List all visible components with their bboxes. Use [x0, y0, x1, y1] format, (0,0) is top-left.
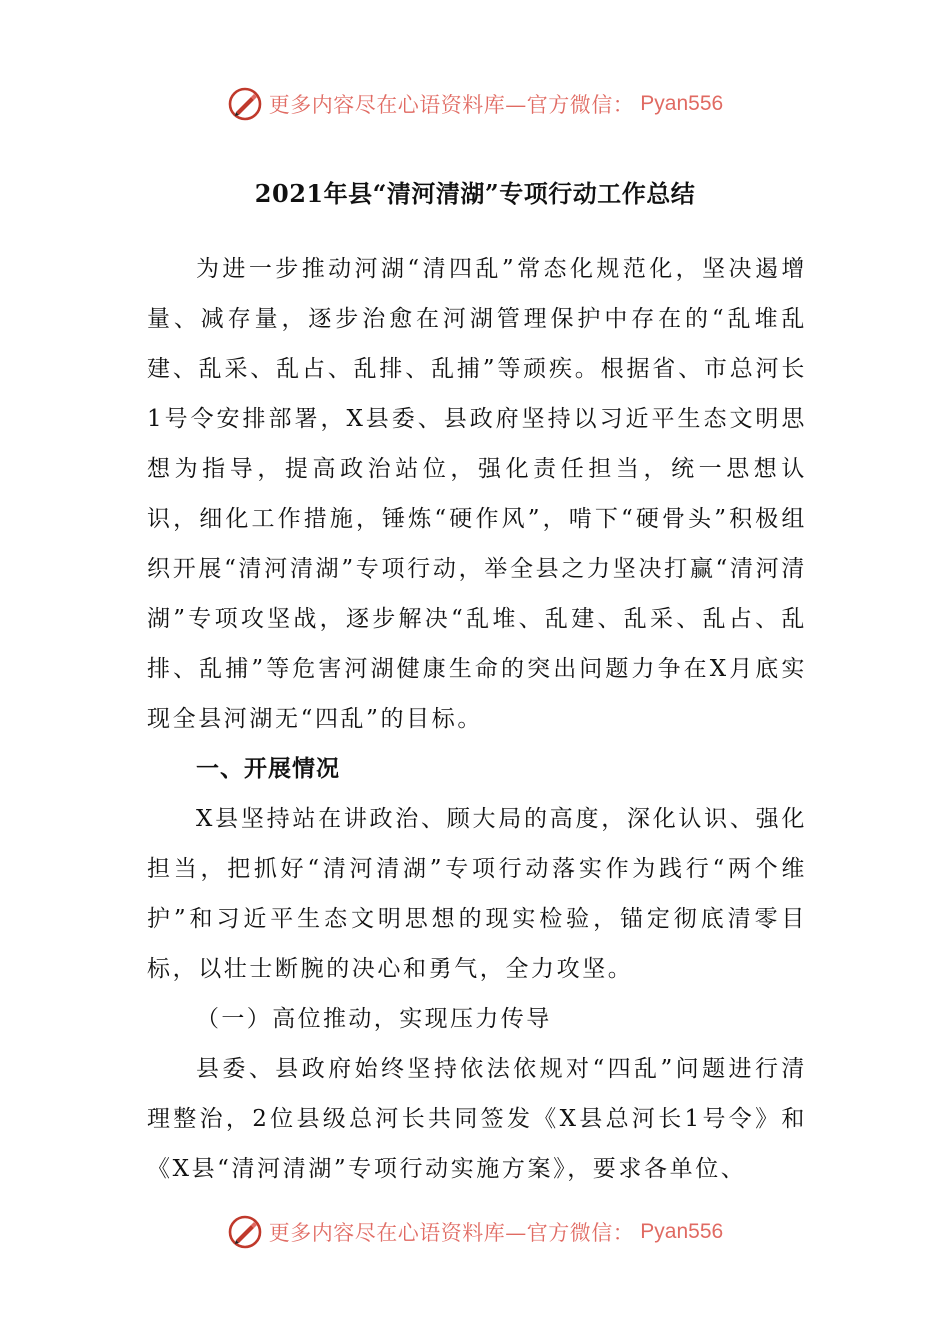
watermark-header — [0, 84, 950, 124]
watermark-wechat-id: Pyan556 — [640, 92, 724, 115]
subsection-heading-1: （一）高位推动，实现压力传导 — [196, 1006, 552, 1032]
watermark-text: 更多内容尽在心语资料库—官方微信： — [268, 1221, 635, 1245]
pen-logo-icon — [227, 1214, 263, 1250]
watermark-text: 更多内容尽在心语资料库—官方微信： — [268, 93, 635, 117]
section-1-paragraph: X县坚持站在讲政治、顾大局的高度，深化认识、强化担当，把抓好“清河清湖”专项行动落实作为践行“两个维护”和习近平生态文明思想的现实检验，锚定彻底清零目标，以壮士断腕的决心和勇气，全力攻坚。 — [147, 806, 807, 982]
watermark-wechat-id: Pyan556 — [640, 1220, 724, 1243]
pen-logo-icon — [227, 86, 263, 122]
document-body — [147, 244, 807, 1194]
subsection-1-paragraph: 县委、县政府始终坚持依法依规对“四乱”问题进行清理整治，2位县级总河长共同签发《X县总河长1号令》和《X县“清河清湖”专项行动实施方案》，要求各单位、 — [147, 1056, 807, 1182]
document-title: 2021年县“清河清湖”专项行动工作总结 — [254, 179, 696, 208]
section-heading-1: 一、开展情况 — [196, 756, 340, 782]
watermark-footer — [0, 1212, 950, 1252]
intro-paragraph: 为进一步推动河湖“清四乱”常态化规范化，坚决遏增量、减存量，逐步治愈在河湖管理保护中存在的“乱堆乱建、乱采、乱占、乱排、乱捕”等顽疾。根据省、市总河长1号令安排部署，X县委、县政府坚持以习近平生态文明思想为指导，提高政治站位，强化责任担当，统一思想认识，细化工作措施，锤炼“硬作风”，啃下“硬骨头”积极组织开展“清河清湖”专项行动，举全县之力坚决打赢“清河清湖”专项攻坚战，逐步解决“乱堆、乱建、乱采、乱占、乱排、乱捕”等危害河湖健康生命的突出问题力争在X月底实现全县河湖无“四乱”的目标。 — [147, 256, 807, 732]
